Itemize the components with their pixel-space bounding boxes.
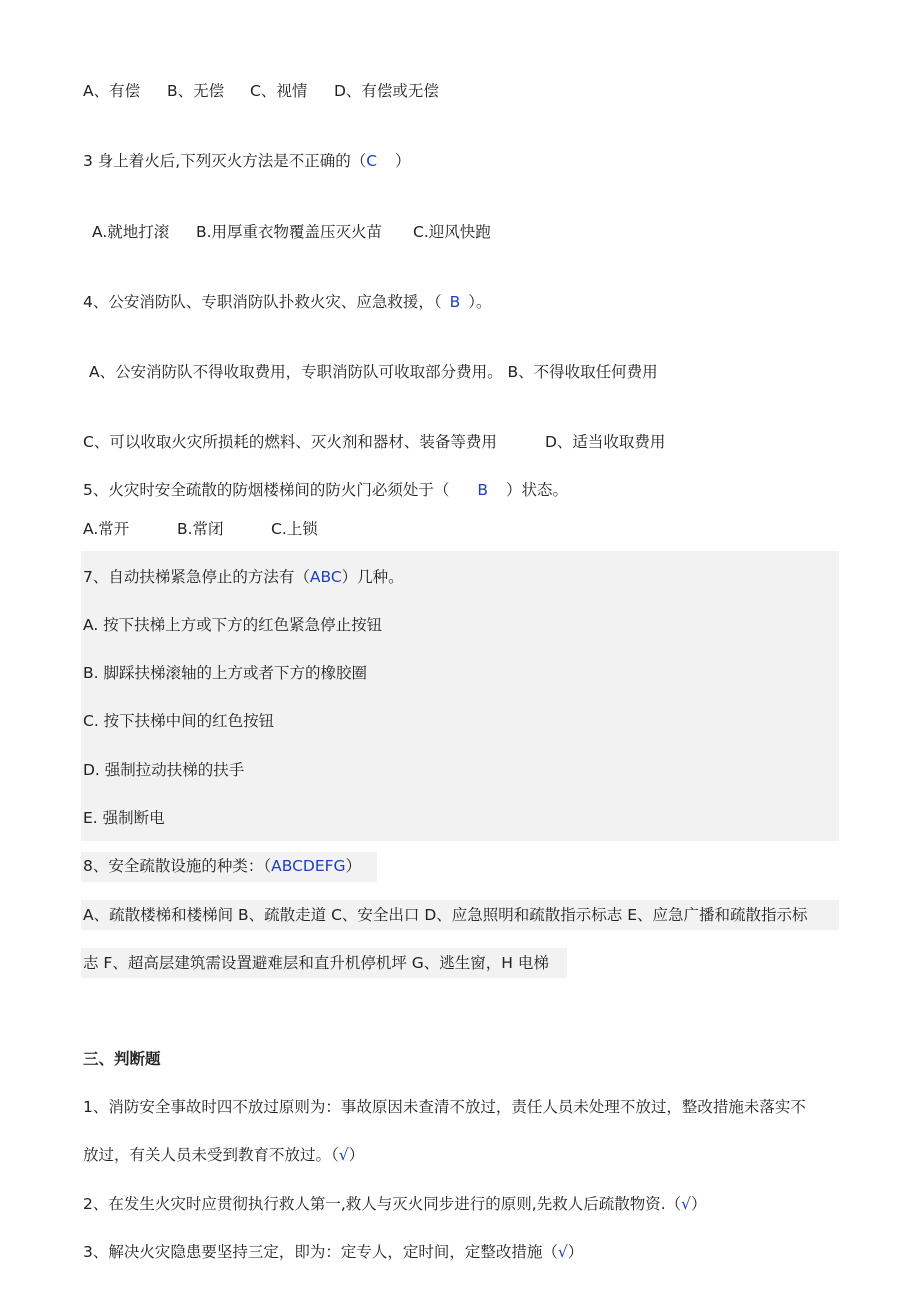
q7-option-b: B. 脚踩扶梯滚轴的上方或者下方的橡胶圈 [83, 664, 367, 682]
q4-option-c: C、可以收取火灾所损耗的燃料、灭火剂和器材、装备等费用 [83, 433, 497, 451]
question-7-answer: ABC [309, 568, 342, 586]
judgment-1-line-1: 1、消防安全事故时四不放过原则为：事故原因未查清不放过，责任人员未处理不放过，整改措施未落实不 [83, 1098, 806, 1116]
q3-options [92, 221, 491, 243]
q7-option-a: A. 按下扶梯上方或下方的红色紧急停止按钮 [83, 616, 383, 634]
q3-option-a: A.就地打滚 [92, 223, 170, 241]
question-8-close: ） [345, 857, 362, 875]
judgment-3 [83, 1241, 583, 1263]
question-4 [83, 291, 492, 313]
highlight-block-q7 [81, 551, 839, 841]
q2-option-b: B、无偿 [167, 82, 225, 100]
q4-options-line-2 [83, 431, 665, 453]
judgment-1-close: ） [348, 1146, 365, 1164]
q7-option-d: D. 强制拉动扶梯的扶手 [83, 761, 245, 779]
q2-option-d: D、有偿或无偿 [334, 82, 439, 100]
question-4-close: ）。 [468, 293, 492, 311]
q5-option-a: A.常开 [83, 520, 130, 538]
judgment-2 [83, 1193, 707, 1215]
question-4-answer: B [449, 293, 461, 311]
q2-option-a: A、有偿 [83, 82, 141, 100]
question-4-text: 4、公安消防队、专职消防队扑救火灾、应急救援，（ [83, 293, 442, 311]
question-7 [83, 566, 404, 588]
q7-option-c: C. 按下扶梯中间的红色按钮 [83, 712, 275, 730]
q5-option-c: C.上锁 [271, 520, 318, 538]
judgment-1-answer: √ [338, 1146, 349, 1164]
question-3-close: ） [395, 152, 411, 170]
question-8-answer: ABCDEFG [271, 857, 346, 875]
question-8-text: 8、安全疏散设施的种类：（ [83, 857, 272, 875]
question-7-text: 7、自动扶梯紧急停止的方法有（ [83, 568, 310, 586]
q3-option-b: B.用厚重衣物覆盖压灭火苗 [196, 223, 383, 241]
question-5-text: 5、火灾时安全疏散的防烟楼梯间的防火门必须处于（ [83, 481, 450, 499]
judgment-1-line-2 [83, 1144, 364, 1166]
question-5-answer: B [477, 481, 489, 499]
question-3-text: 3 身上着火后,下列灭火方法是不正确的（ [83, 152, 367, 170]
section-3-title: 三、判断题 [83, 1050, 161, 1068]
q8-options-line-1: A、疏散楼梯和楼梯间 B、疏散走道 C、安全出口 D、应急照明和疏散指示标志 E、应急广播和疏散指示标 [83, 906, 808, 924]
q5-option-b: B.常闭 [177, 520, 224, 538]
q4-options-line-1: A、公安消防队不得收取费用，专职消防队可收取部分费用。 B、不得收取任何费用 [89, 363, 658, 381]
judgment-2-close: ） [691, 1195, 707, 1213]
judgment-3-text: 3、解决火灾隐患要坚持三定，即为：定专人，定时间，定整改措施（ [83, 1243, 558, 1261]
question-3-answer: C [366, 152, 378, 170]
q7-option-e: E. 强制断电 [83, 809, 165, 827]
q3-option-c: C.迎风快跑 [413, 223, 491, 241]
q5-options [83, 518, 318, 540]
q8-options-line-2: 志 F、超高层建筑需设置避难层和直升机停机坪 G、逃生窗，H 电梯 [83, 954, 549, 972]
judgment-3-answer: √ [557, 1243, 568, 1261]
q2-options [83, 80, 439, 102]
judgment-1-text: 放过，有关人员未受到教育不放过。（ [83, 1146, 339, 1164]
judgment-2-text: 2、在发生火灾时应贯彻执行救人第一,救人与灭火同步进行的原则,先救人后疏散物资.（ [83, 1195, 682, 1213]
q4-option-d: D、适当收取费用 [545, 433, 666, 451]
question-5-close: ）状态。 [506, 481, 569, 499]
judgment-3-close: ） [567, 1243, 584, 1261]
question-8 [83, 855, 361, 877]
q2-option-c: C、视情 [250, 82, 308, 100]
question-7-close: ）几种。 [341, 568, 404, 586]
question-5 [83, 479, 568, 501]
question-3 [83, 150, 411, 172]
judgment-2-answer: √ [681, 1195, 692, 1213]
